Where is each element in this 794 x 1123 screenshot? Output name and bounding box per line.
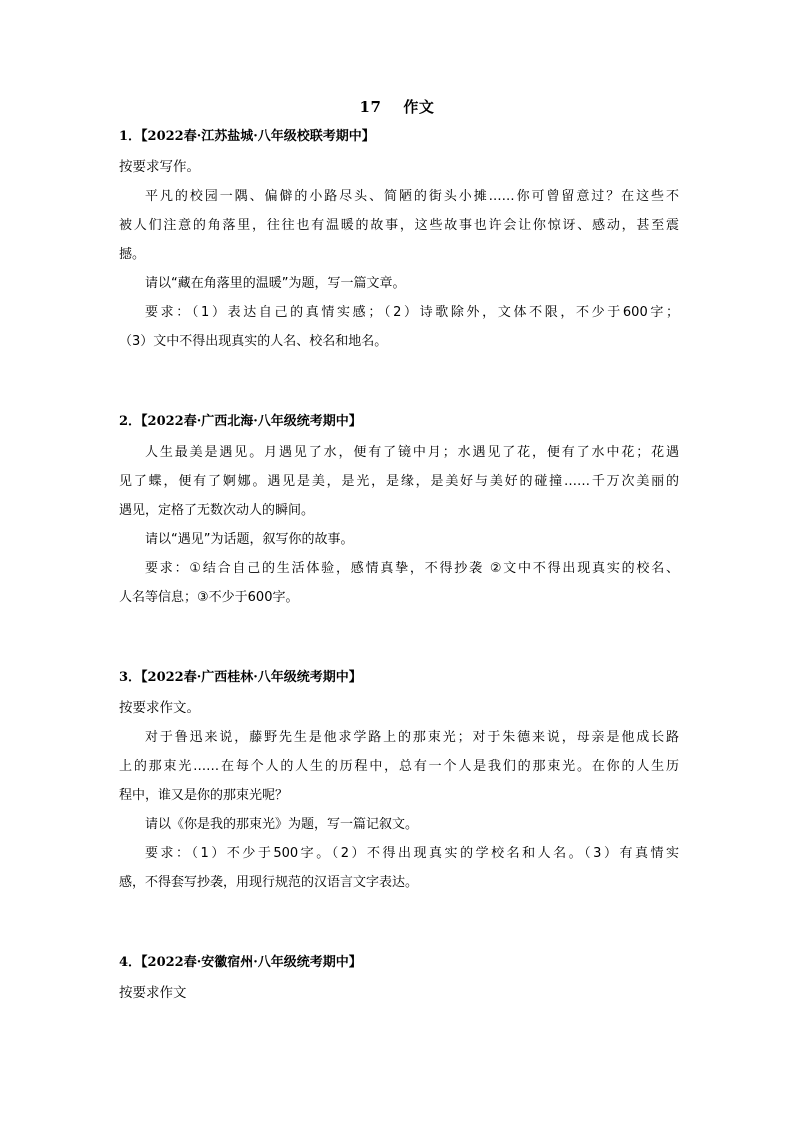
question-2	[119, 411, 679, 612]
question-number: 1．	[119, 129, 142, 144]
question-number: 3．	[119, 670, 142, 685]
requirements-line: （3）文中不得出现真实的人名、校名和地名。	[119, 334, 388, 349]
question-source: 【2022春·广西桂林·八年级统考期中】	[141, 670, 362, 685]
prompt-line: 见了蝶，便有了婀娜。遇见是美，是光，是缘，是美好与美好的碰撞……千万次美丽的	[119, 474, 679, 489]
question-header	[119, 411, 679, 433]
requirements-line: 要求：（1）表达自己的真情实感；（2）诗歌除外，文体不限，不少于600字；	[145, 305, 679, 320]
question-source: 【2022春·安徽宿州·八年级统考期中】	[141, 955, 362, 970]
question-3	[119, 667, 679, 897]
question-source: 【2022春·广西北海·八年级统考期中】	[141, 414, 362, 429]
question-number: 4．	[119, 955, 142, 970]
question-header	[119, 126, 679, 148]
requirements-line: 人名等信息；③不少于600字。	[119, 590, 299, 605]
prompt-line: 撼。	[119, 247, 146, 262]
question-instruction: 按要求写作。	[119, 159, 200, 175]
prompt-line: 对于鲁迅来说，藤野先生是他求学路上的那束光；对于朱德来说，母亲是他成长路	[145, 730, 679, 745]
question-source: 【2022春·江苏盐城·八年级校联考期中】	[141, 129, 375, 144]
prompt-line: 遇见，定格了无数次动人的瞬间。	[119, 503, 315, 518]
task-line: 请以《你是我的那束光》为题，写一篇记叙文。	[145, 817, 419, 832]
chapter-number: 17	[359, 98, 382, 116]
prompt-line: 程中，谁又是你的那束光呢？	[119, 788, 289, 803]
requirements-line: 要求：①结合自己的生活体验，感情真挚，不得抄袭 ②文中不得出现真实的校名、	[145, 561, 679, 576]
question-1	[119, 126, 679, 356]
question-instruction: 按要求作文	[119, 985, 187, 1001]
prompt-line: 人生最美是遇见。月遇见了水，便有了镜中月；水遇见了花，便有了水中花；花遇	[145, 445, 679, 460]
chapter-title: 作文	[403, 98, 435, 116]
question-header	[119, 952, 679, 974]
question-header	[119, 667, 679, 689]
requirements-line: 要求：（1）不少于500字。（2）不得出现真实的学校名和人名。（3）有真情实	[145, 846, 679, 861]
prompt-line: 被人们注意的角落里，往往也有温暖的故事，这些故事也许会让你惊讶、感动，甚至震	[119, 218, 679, 233]
task-line: 请以“藏在角落里的温暖”为题，写一篇文章。	[145, 276, 406, 291]
prompt-line: 上的那束光……在每个人的人生的历程中，总有一个人是我们的那束光。在你的人生历	[119, 759, 679, 774]
task-line: 请以“遇见”为话题，叙写你的故事。	[145, 532, 354, 547]
question-number: 2．	[119, 414, 142, 429]
question-instruction: 按要求作文。	[119, 700, 200, 716]
page-title	[0, 96, 794, 118]
prompt-line: 平凡的校园一隅、偏僻的小路尽头、简陋的街头小摊……你可曾留意过？在这些不	[145, 189, 679, 204]
question-4	[119, 952, 679, 1008]
requirements-line: 感，不得套写抄袭，用现行规范的汉语言文字表达。	[119, 875, 419, 890]
